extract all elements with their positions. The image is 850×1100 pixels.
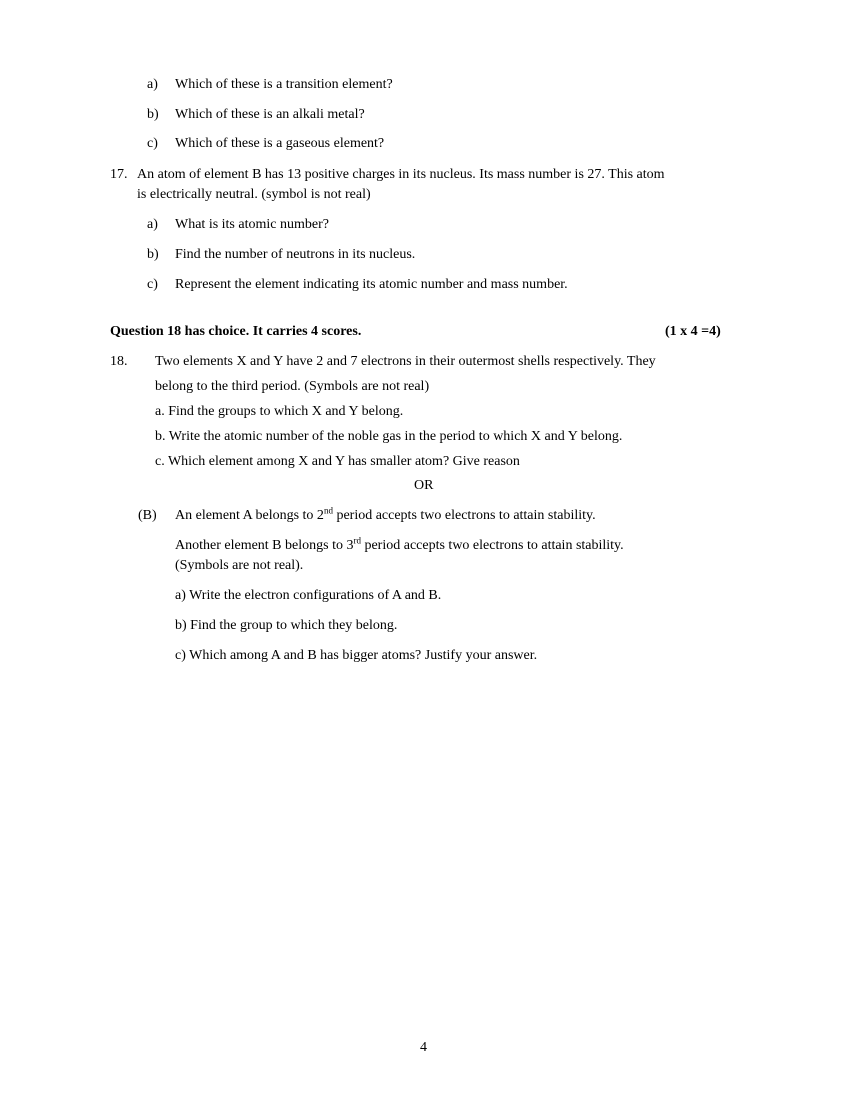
q17-part-b xyxy=(147,246,415,264)
q16-part-c xyxy=(147,135,384,153)
part-text: Which of these is a gaseous element? xyxy=(175,136,385,151)
alt-line3: (Symbols are not real). xyxy=(175,558,304,573)
q17-line1 xyxy=(110,166,665,184)
part-text: Which of these is a transition element? xyxy=(175,77,393,92)
q18-line1: Two elements X and Y have 2 and 7 electrons in their outermost shells respectively. They xyxy=(155,354,656,369)
alt-line1-rest: period accepts two electrons to attain stability. xyxy=(332,508,596,523)
alt-line1 xyxy=(175,507,596,525)
q18-part-a: a. Find the groups to which X and Y belong. xyxy=(155,404,404,419)
q16-part-a xyxy=(147,76,393,94)
question-number: 17. xyxy=(110,167,128,182)
part-text: What is its atomic number? xyxy=(175,217,329,232)
part-text: Represent the element indicating its atomic number and mass number. xyxy=(175,277,568,292)
alt-part-b: b) Find the group to which they belong. xyxy=(175,618,398,633)
alt-part-c: c) Which among A and B has bigger atoms? Justify your answer. xyxy=(175,648,538,663)
q18-part-b: b. Write the atomic number of the noble gas in the period to which X and Y belong. xyxy=(155,429,623,444)
q16-part-b xyxy=(147,106,365,124)
q17-part-c xyxy=(147,276,568,294)
alt-label: (B) xyxy=(138,508,157,523)
q17-part-a xyxy=(147,216,329,234)
q18-number: 18. xyxy=(110,354,128,369)
alt-line1-text: An element A belongs to 2 xyxy=(175,508,324,523)
or-separator: OR xyxy=(414,478,434,493)
part-label: b) xyxy=(147,247,159,262)
ordinal-suffix: nd xyxy=(323,505,333,516)
ordinal-suffix: rd xyxy=(353,535,361,546)
part-label: c) xyxy=(147,136,158,151)
alt-line2 xyxy=(175,537,624,555)
part-text: Find the number of neutrons in its nucleus. xyxy=(175,247,416,262)
alt-line2-rest: period accepts two electrons to attain stability. xyxy=(360,538,624,553)
alt-part-a: a) Write the electron configurations of A and B. xyxy=(175,588,442,603)
part-label: c) xyxy=(147,277,158,292)
part-label: a) xyxy=(147,77,158,92)
section-marks: (1 x 4 =4) xyxy=(665,324,721,339)
q18-line2: belong to the third period. (Symbols are not real) xyxy=(155,379,430,394)
section-heading: Question 18 has choice. It carries 4 scores. xyxy=(110,324,362,339)
page-number: 4 xyxy=(420,1040,427,1055)
question-text: An atom of element B has 13 positive charges in its nucleus. Its mass number is 27. This atom xyxy=(137,167,665,182)
q17-line2: is electrically neutral. (symbol is not real) xyxy=(137,187,371,202)
q18-part-c: c. Which element among X and Y has smaller atom? Give reason xyxy=(155,454,520,469)
part-label: a) xyxy=(147,217,158,232)
part-text: Which of these is an alkali metal? xyxy=(175,107,365,122)
alt-line2-text: Another element B belongs to 3 xyxy=(175,538,354,553)
part-label: b) xyxy=(147,107,159,122)
